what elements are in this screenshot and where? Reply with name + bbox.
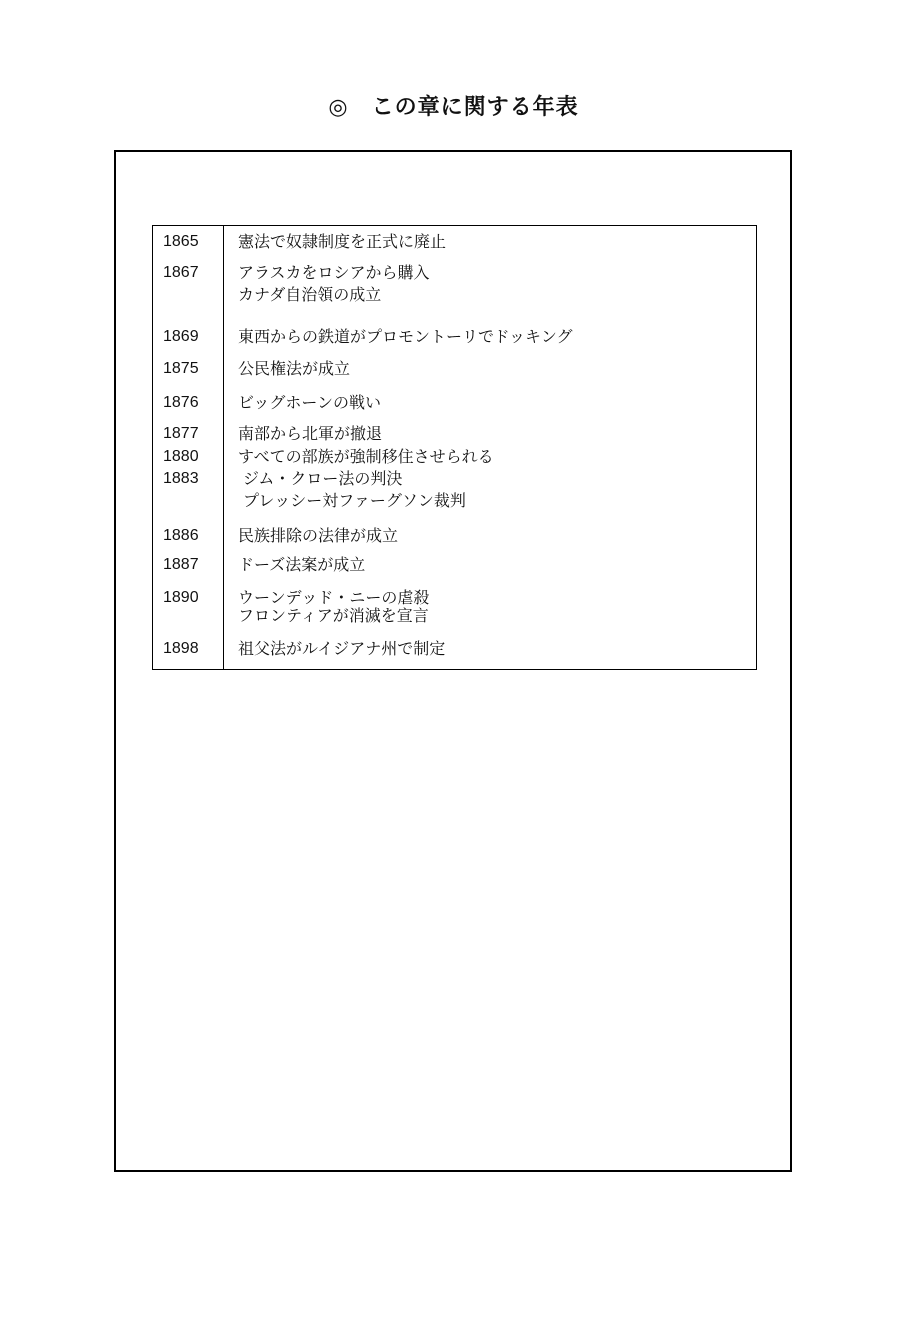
event-text: ウーンデッド・ニーの虐殺: [238, 588, 430, 607]
event-text: 祖父法がルイジアナ州で制定: [238, 639, 446, 658]
event-text: アラスカをロシアから購入: [238, 263, 430, 282]
year-cell: 1865: [163, 233, 199, 250]
year-cell: 1876: [163, 394, 199, 411]
event-text: ジム・クロー法の判決: [243, 469, 403, 488]
event-text: 南部から北軍が撤退: [238, 424, 383, 443]
events-cell: [238, 446, 748, 468]
event-text: フロンティアが消滅を宣言: [238, 606, 429, 625]
events-cell: [238, 392, 748, 414]
events-cell: [238, 326, 748, 348]
year-cell: 1880: [163, 448, 199, 465]
events-cell: [238, 262, 748, 306]
event-text: 公民権法が成立: [238, 359, 351, 378]
column-divider: [223, 226, 224, 669]
year-cell: 1877: [163, 425, 199, 442]
events-cell: [238, 638, 748, 660]
event-text: 東西からの鉄道がプロモントーリでドッキング: [238, 327, 573, 346]
year-cell: 1883: [163, 470, 199, 487]
year-cell: 1890: [163, 589, 199, 606]
event-text: 憲法で奴隷制度を正式に廃止: [238, 232, 447, 251]
event-text: カナダ自治領の成立: [238, 285, 382, 304]
year-cell: 1869: [163, 328, 199, 345]
year-cell: 1898: [163, 640, 199, 657]
events-cell: [238, 587, 748, 627]
events-cell: [238, 554, 748, 576]
timeline-table: [152, 225, 757, 670]
events-cell: [238, 423, 748, 445]
event-text: すべての部族が強制移住させられる: [238, 447, 494, 466]
event-text: ドーズ法案が成立: [238, 555, 366, 574]
year-cell: 1875: [163, 360, 199, 377]
page-title: ◎ この章に関する年表: [328, 95, 579, 120]
year-cell: 1887: [163, 556, 199, 573]
event-text: プレッシー対ファーグソン裁判: [243, 491, 466, 510]
events-cell: [238, 358, 748, 380]
event-text: ビッグホーンの戦い: [238, 393, 382, 412]
year-cell: 1886: [163, 527, 199, 544]
events-cell: [238, 525, 748, 547]
event-text: 民族排除の法律が成立: [238, 526, 399, 545]
year-cell: 1867: [163, 264, 199, 281]
events-cell: [238, 231, 748, 253]
events-cell: [243, 468, 753, 512]
